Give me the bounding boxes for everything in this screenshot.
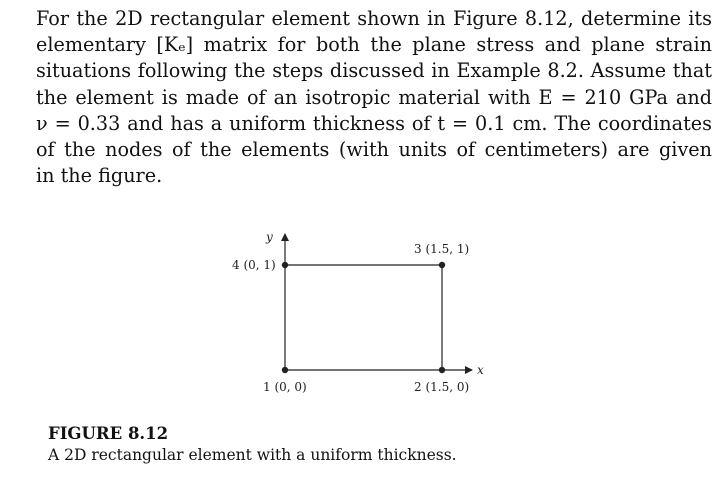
problem-line: For the 2D rectangular element shown in Figure 8.12, determine its (36, 7, 712, 30)
x-axis-label: x (477, 363, 484, 377)
problem-line: of the nodes of the elements (with units of centimeters) are given (36, 138, 712, 162)
node-2-label: 2 (1.5, 0) (414, 380, 470, 394)
node-1-label: 1 (0, 0) (263, 380, 307, 394)
problem-line: the element is made of an isotropic material with E = 210 GPa and (36, 85, 712, 109)
node-3-marker (439, 262, 445, 268)
problem-line: in the figure. (36, 164, 163, 188)
node-4-marker (282, 262, 288, 268)
node-2-marker (439, 367, 445, 373)
figure-caption (48, 424, 457, 466)
caption-text: A 2D rectangular element with a uniform thickness. (48, 446, 457, 464)
problem-line: ν = 0.33 and has a uniform thickness of t = 0.1 cm. The coordinates (36, 111, 712, 135)
problem-line: situations following the steps discussed in Example 8.2. Assume that (36, 59, 712, 83)
node-3-label: 3 (1.5, 1) (414, 242, 470, 256)
node-4-label: 4 (0, 1) (232, 258, 276, 272)
node-1-marker (282, 367, 288, 373)
y-axis-label: y (266, 230, 273, 244)
problem-line: elementary [Kₑ] matrix for both the plane stress and plane strain (36, 33, 712, 57)
caption-title: FIGURE 8.12 (48, 424, 169, 443)
